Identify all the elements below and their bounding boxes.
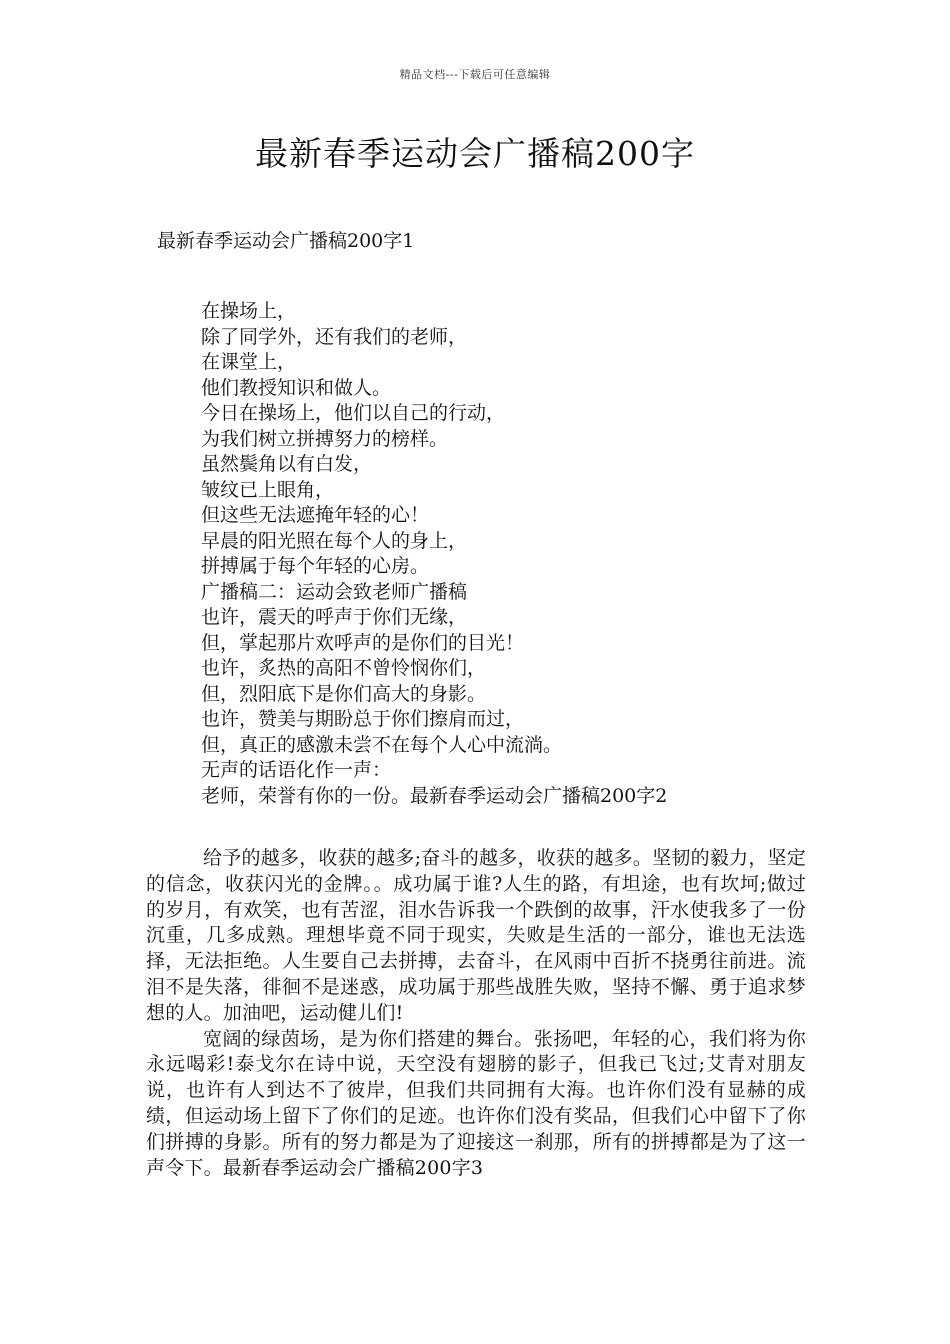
poem-line: 但，掌起那片欢呼声的是你们的目光！ [201,631,525,654]
poem-line: 也许，震天的呼声于你们无缘， [201,606,468,628]
poem-line: 也许，赞美与期盼总于你们擦肩而过， [201,708,525,730]
poem-block [201,299,667,809]
header-note: 精品文档---下载后可任意编辑 [399,68,551,81]
poem-line: 他们教授知识和做人。 [201,376,392,399]
poem-line: 今日在操场上，他们以自己的行动， [201,402,506,424]
poem-line: 无声的话语化作一声： [201,759,392,781]
poem-line: 但，烈阳底下是你们高大的身影。 [201,682,487,705]
poem-line: 但这些无法遮掩年轻的心！ [201,504,430,526]
section-heading: 最新春季运动会广播稿200字1 [157,230,415,252]
poem-line: 但，真正的感激未尝不在每个人心中流淌。 [201,733,563,756]
poem-line: 虽然鬓角以有白发， [201,453,373,475]
poem-line: 广播稿二：运动会致老师广播稿 [201,580,468,603]
poem-line: 也许，炙热的高阳不曾怜悯你们， [201,657,487,679]
document-title: 最新春季运动会广播稿200字 [255,134,695,173]
poem-line: 在操场上， [201,300,297,322]
paragraph: 给予的越多，收获的越多;奋斗的越多，收获的越多。坚韧的毅力，坚定的信念，收获闪光的金牌。。成功属于谁?人生的路，有坦途，也有坎坷;做过的岁月，有欢笑，也有苦涩，泪水告诉我一个跌倒的故事，汗水使我多了一份沉重，几多成熟。理想毕竟不同于现实，失败是生活的一部分，谁也无法选择，无法拒绝。人生要自己去拼搏，去奋斗，在风雨中百折不挠勇往前进。流泪不是失落，徘徊不是迷惑，成功属于那些战胜失败，坚持不懈、勇于追求梦想的人。加油吧，运动健儿们! [146,847,806,1024]
prose-block [146,846,806,1181]
poem-line: 拼搏属于每个年轻的心房。 [201,555,430,577]
poem-line: 老师，荣誉有你的一份。最新春季运动会广播稿200字2 [201,784,668,807]
poem-line: 皱纹已上眼角， [201,478,335,501]
poem-line: 早晨的阳光照在每个人的身上， [201,529,468,552]
poem-line: 除了同学外，还有我们的老师， [201,325,468,348]
poem-line: 为我们树立拼搏努力的榜样。 [201,427,449,450]
poem-line: 在课堂上， [201,351,297,373]
paragraph: 宽阔的绿茵场，是为你们搭建的舞台。张扬吧，年轻的心，我们将为你永远喝彩!泰戈尔在诗中说，天空没有翅膀的影子，但我已飞过;艾青对朋友说，也许有人到达不了彼岸，但我们共同拥有大海。也许你们没有显赫的成绩，但运动场上留下了你们的足迹。也许你们没有奖品，但我们心中留下了你们拼搏的身影。所有的努力都是为了迎接这一刹那，所有的拼搏都是为了这一声令下。最新春季运动会广播稿200字3 [146,1027,806,1179]
